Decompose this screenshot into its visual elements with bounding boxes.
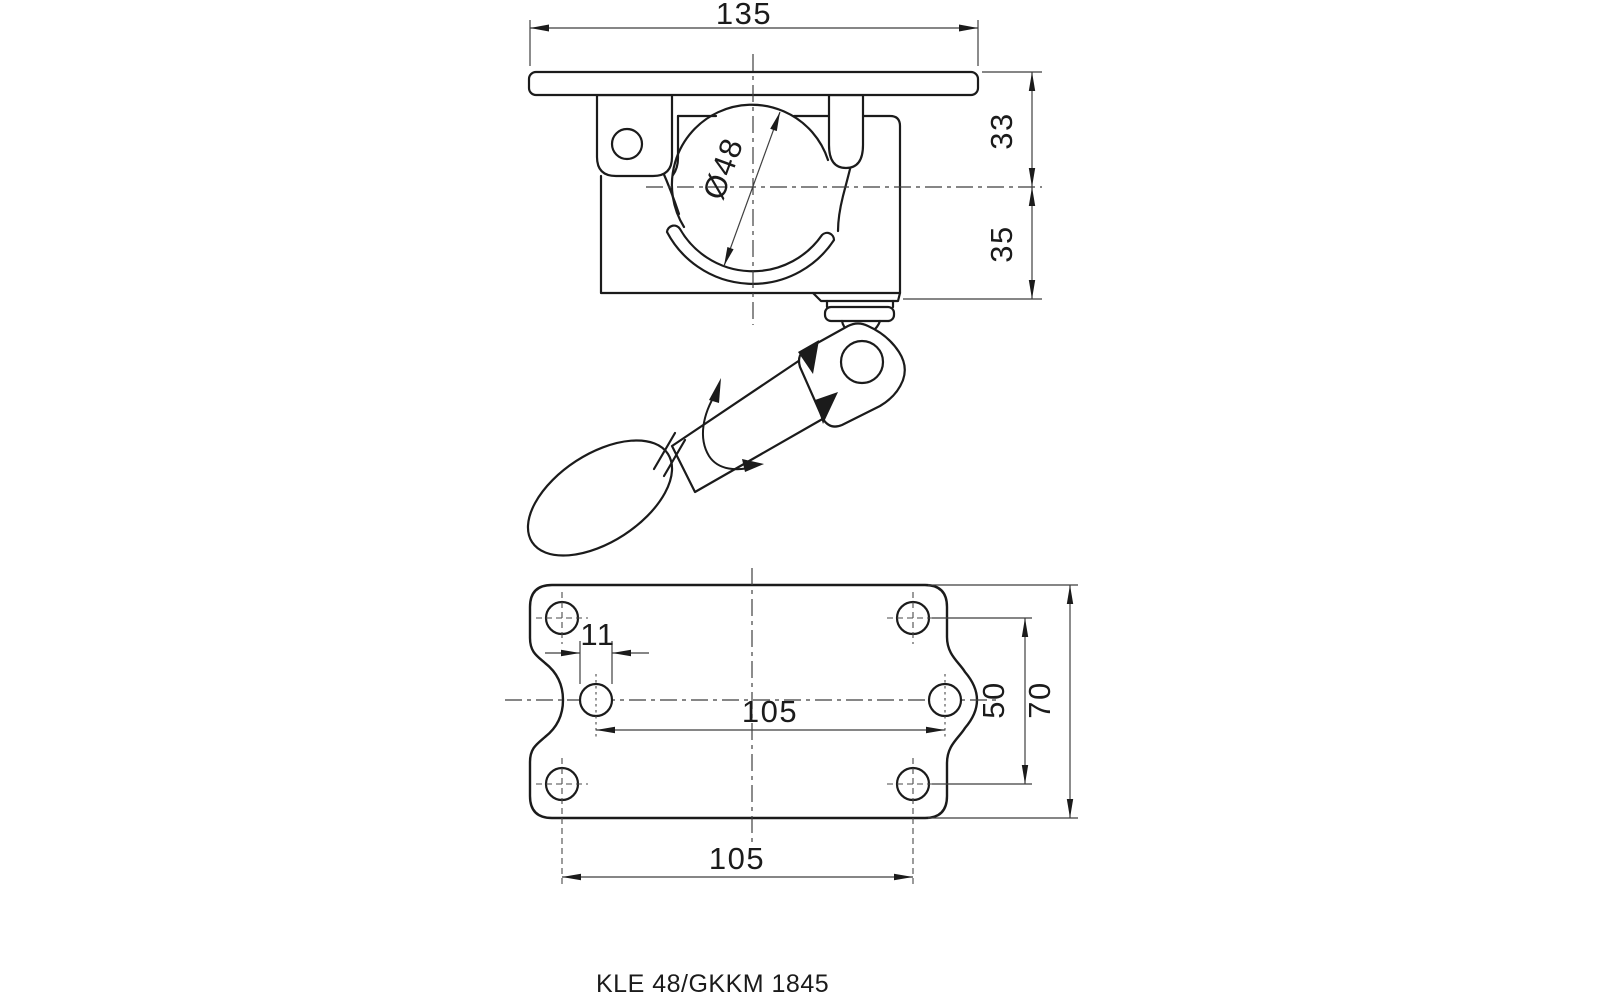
pivot-eye-hole: [841, 341, 883, 383]
dim-70-label: 70: [1022, 681, 1057, 719]
dim-105-middle-label: 105: [741, 694, 799, 729]
dim-33: [982, 72, 1042, 187]
left-lug: [597, 95, 672, 176]
left-lug-hole: [612, 129, 642, 159]
right-lug: [829, 95, 863, 168]
dim-35-label: 35: [984, 225, 1019, 263]
liner-shell: [667, 226, 834, 284]
dim-135: [530, 0, 978, 66]
dim-105-bottom-label: 105: [708, 841, 766, 876]
dim-135-label: 135: [715, 0, 773, 31]
handle-knob: [508, 417, 692, 579]
part-number-text: KLE 48/GKKM 1845: [596, 970, 830, 998]
handle-shaft: [672, 356, 826, 492]
dim-33-label: 33: [984, 112, 1019, 150]
dim-diameter-48: [696, 112, 780, 266]
dim-diameter-48-label: Ø48: [695, 132, 751, 205]
top-view: [508, 0, 1042, 579]
dim-11-label: 11: [580, 617, 616, 652]
screw-step: [813, 293, 900, 301]
screw-flange: [825, 307, 894, 321]
dim-105-bottom: [562, 841, 913, 880]
bottom-view: [505, 568, 1078, 884]
bore-arc: [672, 105, 828, 227]
jaw-chamfer: [662, 170, 679, 214]
dim-35: [903, 187, 1042, 299]
dim-50-label: 50: [976, 681, 1011, 719]
